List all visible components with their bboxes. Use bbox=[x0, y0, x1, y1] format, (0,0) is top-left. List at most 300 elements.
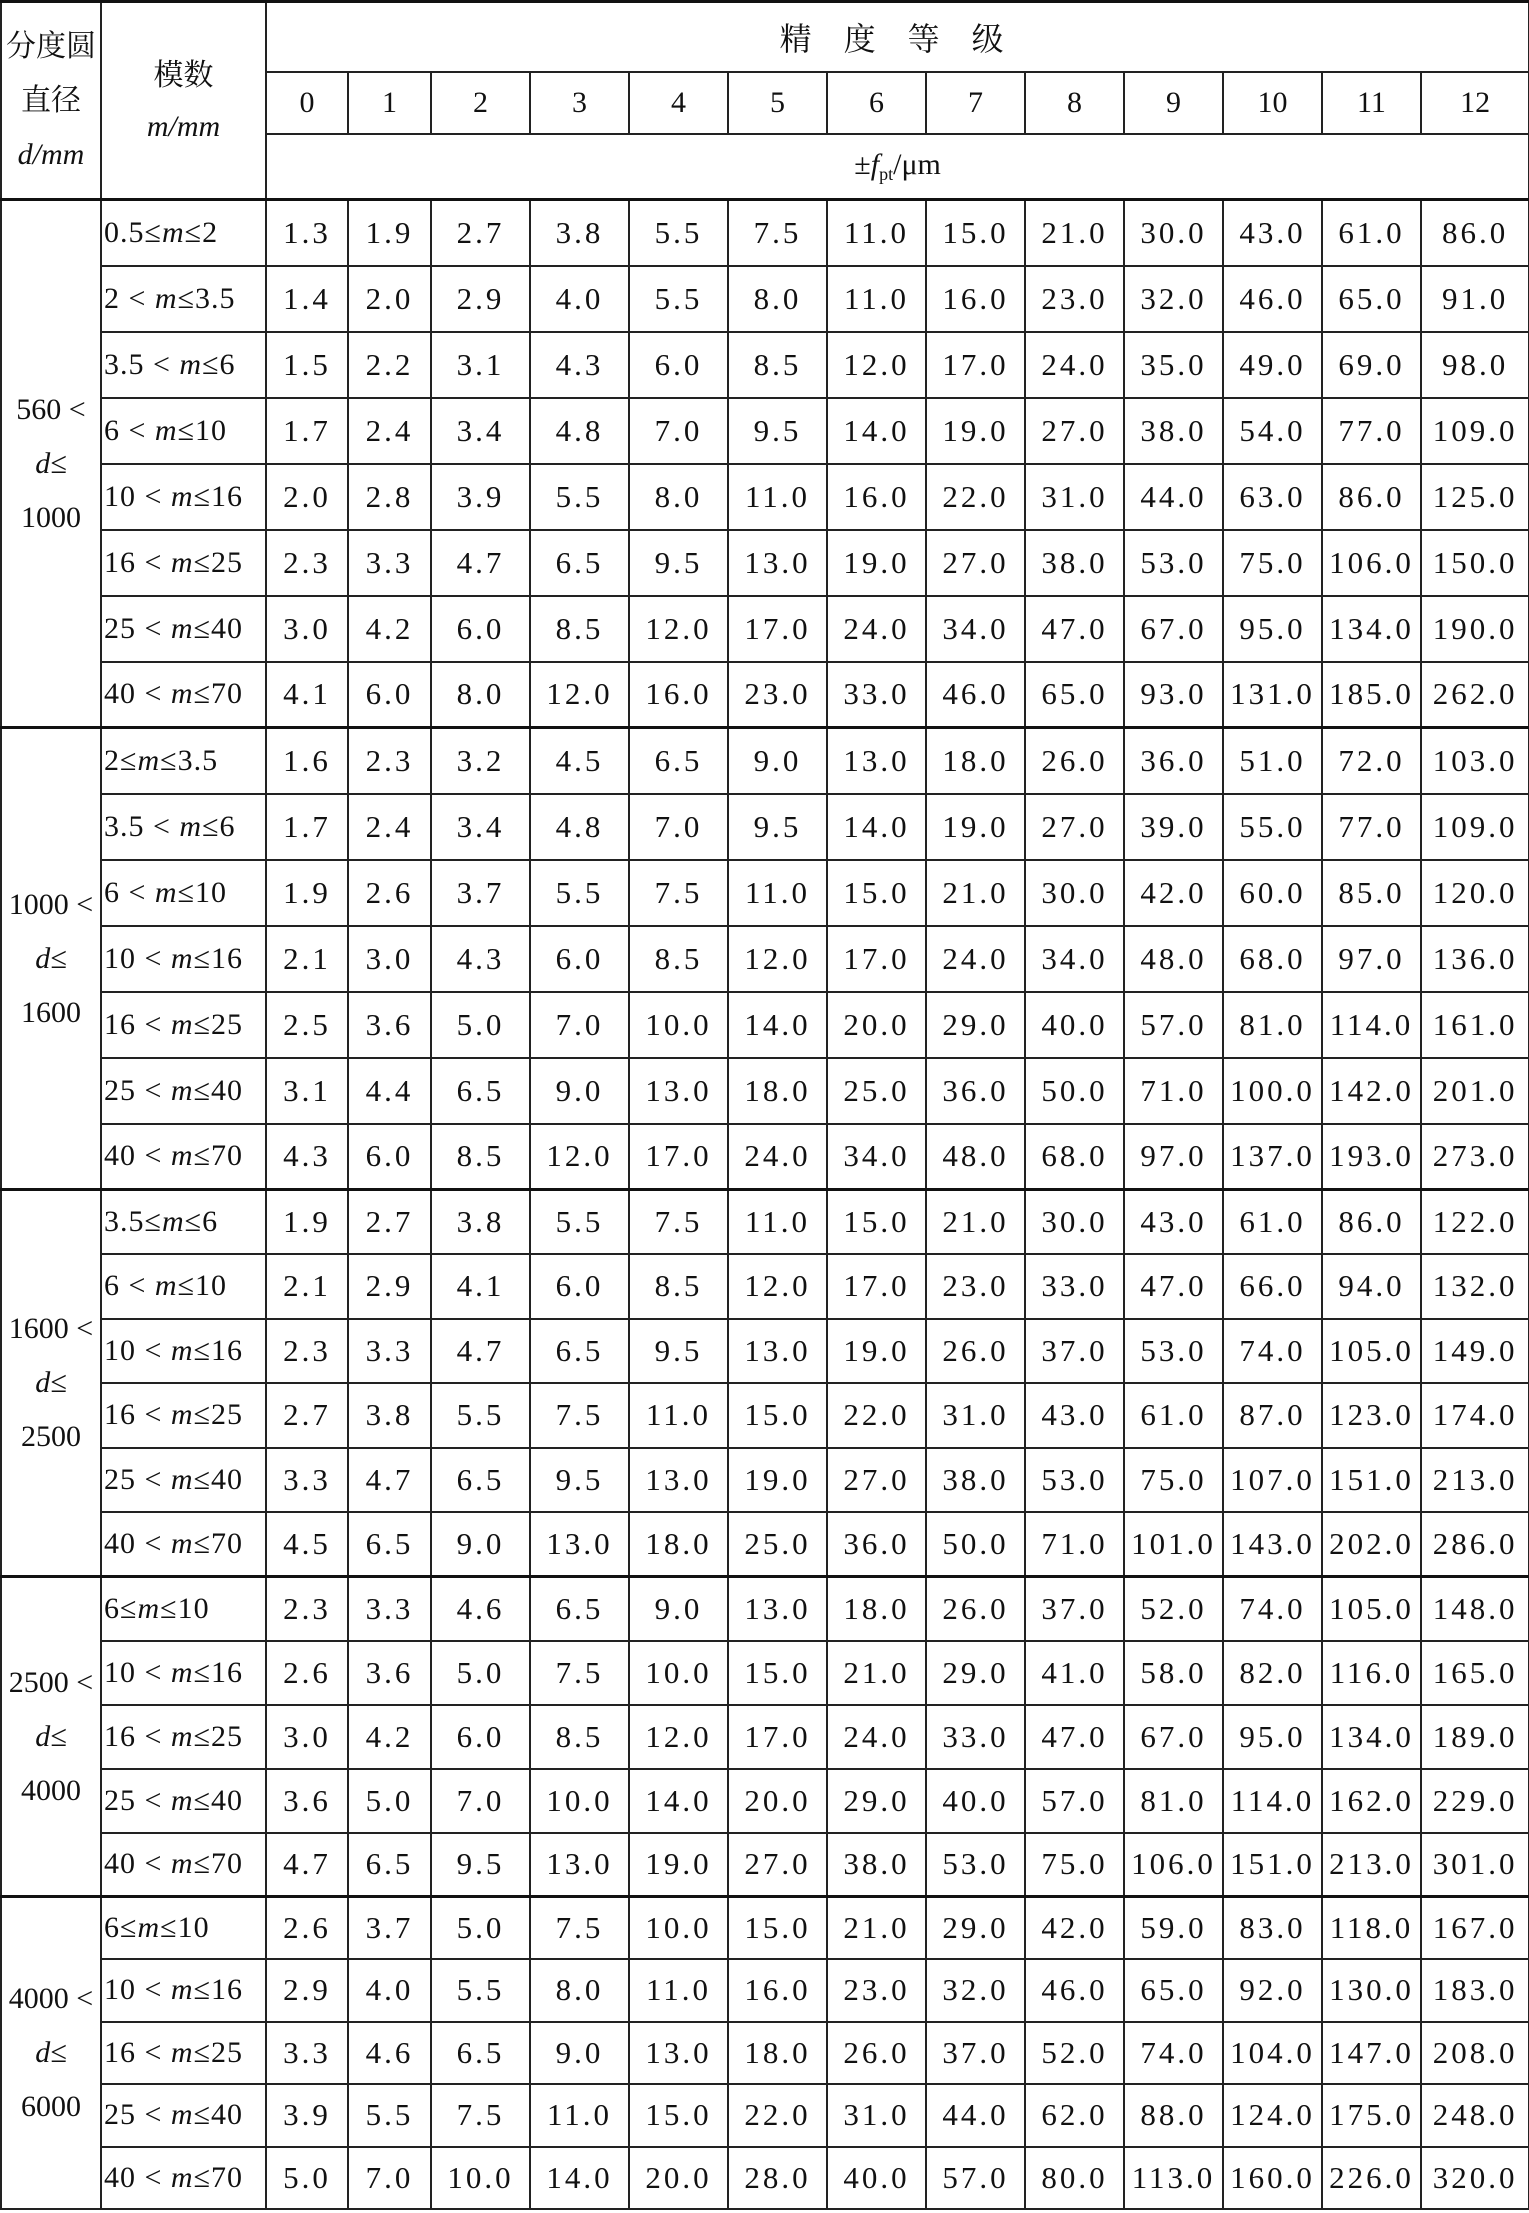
tolerance-value-cell: 132.0 bbox=[1421, 1254, 1529, 1319]
table-row bbox=[1, 1705, 1529, 1769]
tolerance-value-cell: 17.0 bbox=[728, 596, 827, 662]
tolerance-value-cell: 5.5 bbox=[431, 1959, 530, 2022]
tolerance-value-cell: 113.0 bbox=[1124, 2147, 1223, 2210]
tolerance-value-cell: 10.0 bbox=[629, 1641, 728, 1705]
tolerance-value-cell: 21.0 bbox=[926, 1190, 1025, 1255]
tolerance-value-cell: 19.0 bbox=[629, 1833, 728, 1897]
tolerance-value-cell: 4.8 bbox=[530, 398, 629, 464]
tolerance-value-cell: 3.1 bbox=[431, 332, 530, 398]
tolerance-value-cell: 136.0 bbox=[1421, 926, 1529, 992]
tolerance-value-cell: 7.5 bbox=[728, 200, 827, 266]
tolerance-value-cell: 31.0 bbox=[926, 1383, 1025, 1448]
tolerance-value-cell: 17.0 bbox=[728, 1705, 827, 1769]
tolerance-value-cell: 9.5 bbox=[530, 1448, 629, 1513]
tolerance-value-cell: 74.0 bbox=[1223, 1577, 1322, 1641]
tolerance-value-cell: 9.5 bbox=[728, 398, 827, 464]
tolerance-value-cell: 65.0 bbox=[1124, 1959, 1223, 2022]
tolerance-value-cell: 52.0 bbox=[1124, 1577, 1223, 1641]
tolerance-value-cell: 2.4 bbox=[348, 794, 431, 860]
tolerance-value-cell: 13.0 bbox=[629, 1058, 728, 1124]
tolerance-value-cell: 17.0 bbox=[827, 1254, 926, 1319]
tolerance-value-cell: 1.5 bbox=[266, 332, 348, 398]
tolerance-value-cell: 5.0 bbox=[266, 2147, 348, 2210]
module-range-cell: 3.5 < m≤6 bbox=[101, 332, 266, 398]
tolerance-value-cell: 9.5 bbox=[728, 794, 827, 860]
tolerance-value-cell: 6.0 bbox=[530, 1254, 629, 1319]
tolerance-value-cell: 54.0 bbox=[1223, 398, 1322, 464]
diameter-range-cell bbox=[1, 1897, 101, 2210]
module-range-cell: 16 < m≤25 bbox=[101, 1705, 266, 1769]
tolerance-value-cell: 72.0 bbox=[1322, 728, 1421, 794]
module-range-cell: 10 < m≤16 bbox=[101, 1959, 266, 2022]
tolerance-value-cell: 149.0 bbox=[1421, 1319, 1529, 1384]
tolerance-value-cell: 4.5 bbox=[530, 728, 629, 794]
tolerance-value-cell: 53.0 bbox=[1124, 530, 1223, 596]
tolerance-value-cell: 20.0 bbox=[728, 1769, 827, 1833]
tolerance-value-cell: 4.1 bbox=[266, 662, 348, 728]
tolerance-value-cell: 9.5 bbox=[431, 1833, 530, 1897]
tolerance-value-cell: 5.0 bbox=[348, 1769, 431, 1833]
tolerance-value-cell: 167.0 bbox=[1421, 1897, 1529, 1960]
tolerance-value-cell: 114.0 bbox=[1223, 1769, 1322, 1833]
table-row bbox=[1, 464, 1529, 530]
tolerance-value-cell: 6.5 bbox=[530, 1319, 629, 1384]
tolerance-value-cell: 25.0 bbox=[827, 1058, 926, 1124]
tolerance-value-cell: 134.0 bbox=[1322, 596, 1421, 662]
tolerance-value-cell: 43.0 bbox=[1223, 200, 1322, 266]
diameter-range-cell bbox=[1, 1577, 101, 1897]
tolerance-value-cell: 5.5 bbox=[530, 860, 629, 926]
tolerance-value-cell: 114.0 bbox=[1322, 992, 1421, 1058]
tolerance-value-cell: 3.9 bbox=[431, 464, 530, 530]
module-range-cell: 3.5 < m≤6 bbox=[101, 794, 266, 860]
tolerance-value-cell: 116.0 bbox=[1322, 1641, 1421, 1705]
diameter-range-line: 4000 < bbox=[8, 1982, 94, 2015]
tolerance-value-cell: 14.0 bbox=[629, 1769, 728, 1833]
tolerance-value-cell: 69.0 bbox=[1322, 332, 1421, 398]
tolerance-value-cell: 19.0 bbox=[827, 530, 926, 596]
tolerance-value-cell: 18.0 bbox=[827, 1577, 926, 1641]
tolerance-value-cell: 1.9 bbox=[348, 200, 431, 266]
tolerance-value-cell: 185.0 bbox=[1322, 662, 1421, 728]
tolerance-value-cell: 61.0 bbox=[1322, 200, 1421, 266]
tolerance-value-cell: 4.2 bbox=[348, 1705, 431, 1769]
tolerance-value-cell: 42.0 bbox=[1025, 1897, 1124, 1960]
tolerance-value-cell: 81.0 bbox=[1223, 992, 1322, 1058]
table-row bbox=[1, 1897, 1529, 1960]
tolerance-value-cell: 24.0 bbox=[827, 596, 926, 662]
tolerance-value-cell: 77.0 bbox=[1322, 794, 1421, 860]
module-range-cell: 6 < m≤10 bbox=[101, 1254, 266, 1319]
tolerance-value-cell: 26.0 bbox=[1025, 728, 1124, 794]
grade-header-cell: 7 bbox=[926, 72, 1025, 134]
tolerance-value-cell: 2.1 bbox=[266, 926, 348, 992]
tolerance-value-cell: 61.0 bbox=[1124, 1383, 1223, 1448]
tolerance-value-cell: 7.0 bbox=[431, 1769, 530, 1833]
tolerance-value-cell: 6.0 bbox=[431, 596, 530, 662]
tolerance-value-cell: 6.5 bbox=[629, 728, 728, 794]
table-row bbox=[1, 860, 1529, 926]
tolerance-value-cell: 57.0 bbox=[1124, 992, 1223, 1058]
tolerance-value-cell: 1.9 bbox=[266, 860, 348, 926]
tolerance-value-cell: 2.6 bbox=[266, 1641, 348, 1705]
tolerance-value-cell: 13.0 bbox=[629, 2022, 728, 2085]
module-range-cell: 16 < m≤25 bbox=[101, 1383, 266, 1448]
tolerance-value-cell: 18.0 bbox=[926, 728, 1025, 794]
tolerance-value-cell: 27.0 bbox=[926, 530, 1025, 596]
tolerance-value-cell: 8.0 bbox=[530, 1959, 629, 2022]
tolerance-value-cell: 71.0 bbox=[1124, 1058, 1223, 1124]
tolerance-value-cell: 148.0 bbox=[1421, 1577, 1529, 1641]
tolerance-value-cell: 301.0 bbox=[1421, 1833, 1529, 1897]
tolerance-value-cell: 4.4 bbox=[348, 1058, 431, 1124]
tolerance-value-cell: 34.0 bbox=[1025, 926, 1124, 992]
tolerance-value-cell: 48.0 bbox=[926, 1124, 1025, 1190]
table-row bbox=[1, 992, 1529, 1058]
diameter-range-line: 1600 < bbox=[8, 1312, 94, 1345]
tolerance-value-cell: 36.0 bbox=[926, 1058, 1025, 1124]
module-header-line: 模数 bbox=[153, 58, 214, 92]
tolerance-value-cell: 100.0 bbox=[1223, 1058, 1322, 1124]
tolerance-value-cell: 19.0 bbox=[827, 1319, 926, 1384]
module-range-cell: 40 < m≤70 bbox=[101, 662, 266, 728]
tolerance-value-cell: 123.0 bbox=[1322, 1383, 1421, 1448]
table-row bbox=[1, 662, 1529, 728]
diameter-range-line: 560 < bbox=[16, 392, 86, 426]
tolerance-value-cell: 10.0 bbox=[530, 1769, 629, 1833]
tolerance-value-cell: 12.0 bbox=[728, 1254, 827, 1319]
tolerance-value-cell: 3.3 bbox=[266, 1448, 348, 1513]
tolerance-value-cell: 10.0 bbox=[629, 992, 728, 1058]
diameter-range-line: d≤ bbox=[35, 2036, 67, 2069]
tolerance-value-cell: 4.3 bbox=[530, 332, 629, 398]
tolerance-value-cell: 11.0 bbox=[629, 1383, 728, 1448]
tolerance-value-cell: 21.0 bbox=[827, 1641, 926, 1705]
table-row bbox=[1, 1833, 1529, 1897]
tolerance-value-cell: 11.0 bbox=[728, 860, 827, 926]
tolerance-value-cell: 4.6 bbox=[431, 1577, 530, 1641]
tolerance-value-cell: 87.0 bbox=[1223, 1383, 1322, 1448]
tolerance-value-cell: 32.0 bbox=[1124, 266, 1223, 332]
tolerance-value-cell: 5.5 bbox=[530, 1190, 629, 1255]
tolerance-value-cell: 226.0 bbox=[1322, 2147, 1421, 2210]
table-row bbox=[1, 1959, 1529, 2022]
tolerance-value-cell: 3.3 bbox=[348, 1319, 431, 1384]
tolerance-value-cell: 75.0 bbox=[1223, 530, 1322, 596]
tolerance-value-cell: 8.5 bbox=[629, 1254, 728, 1319]
diameter-header bbox=[1, 2, 101, 200]
tolerance-value-cell: 6.0 bbox=[431, 1705, 530, 1769]
tolerance-value-cell: 5.5 bbox=[348, 2084, 431, 2147]
grade-header-cell: 6 bbox=[827, 72, 926, 134]
tolerance-value-cell: 22.0 bbox=[926, 464, 1025, 530]
tolerance-value-cell: 40.0 bbox=[926, 1769, 1025, 1833]
tolerance-value-cell: 32.0 bbox=[926, 1959, 1025, 2022]
tolerance-value-cell: 97.0 bbox=[1124, 1124, 1223, 1190]
tolerance-value-cell: 38.0 bbox=[1124, 398, 1223, 464]
tolerance-value-cell: 88.0 bbox=[1124, 2084, 1223, 2147]
tolerance-value-cell: 4.5 bbox=[266, 1512, 348, 1577]
tolerance-value-cell: 9.0 bbox=[629, 1577, 728, 1641]
tolerance-value-cell: 82.0 bbox=[1223, 1641, 1322, 1705]
tolerance-value-cell: 2.6 bbox=[348, 860, 431, 926]
table-row bbox=[1, 266, 1529, 332]
tolerance-value-cell: 13.0 bbox=[530, 1833, 629, 1897]
tolerance-value-cell: 43.0 bbox=[1124, 1190, 1223, 1255]
tolerance-value-cell: 137.0 bbox=[1223, 1124, 1322, 1190]
tolerance-value-cell: 3.8 bbox=[431, 1190, 530, 1255]
tolerance-value-cell: 55.0 bbox=[1223, 794, 1322, 860]
tolerance-value-cell: 19.0 bbox=[728, 1448, 827, 1513]
module-range-cell: 40 < m≤70 bbox=[101, 2147, 266, 2210]
tolerance-value-cell: 44.0 bbox=[1124, 464, 1223, 530]
tolerance-value-cell: 36.0 bbox=[827, 1512, 926, 1577]
tolerance-value-cell: 208.0 bbox=[1421, 2022, 1529, 2085]
tolerance-value-cell: 24.0 bbox=[827, 1705, 926, 1769]
tolerance-value-cell: 160.0 bbox=[1223, 2147, 1322, 2210]
tolerance-value-cell: 162.0 bbox=[1322, 1769, 1421, 1833]
tolerance-value-cell: 4.7 bbox=[431, 1319, 530, 1384]
tolerance-value-cell: 59.0 bbox=[1124, 1897, 1223, 1960]
grade-header-cell: 9 bbox=[1124, 72, 1223, 134]
tolerance-value-cell: 13.0 bbox=[728, 1319, 827, 1384]
table-row bbox=[1, 1448, 1529, 1513]
tolerance-value-cell: 39.0 bbox=[1124, 794, 1223, 860]
tolerance-value-cell: 47.0 bbox=[1124, 1254, 1223, 1319]
tolerance-value-cell: 2.8 bbox=[348, 464, 431, 530]
tolerance-value-cell: 118.0 bbox=[1322, 1897, 1421, 1960]
tolerance-value-cell: 24.0 bbox=[728, 1124, 827, 1190]
tolerance-value-cell: 61.0 bbox=[1223, 1190, 1322, 1255]
tolerance-value-cell: 94.0 bbox=[1322, 1254, 1421, 1319]
tolerance-value-cell: 5.0 bbox=[431, 1641, 530, 1705]
table-row bbox=[1, 1124, 1529, 1190]
tolerance-value-cell: 7.5 bbox=[629, 860, 728, 926]
tolerance-value-cell: 92.0 bbox=[1223, 1959, 1322, 2022]
diameter-header-line: 分度圆 bbox=[6, 29, 96, 63]
tolerance-value-cell: 16.0 bbox=[926, 266, 1025, 332]
diameter-range-line: 2500 bbox=[21, 1420, 81, 1453]
tolerance-value-cell: 8.5 bbox=[431, 1124, 530, 1190]
tolerance-value-cell: 7.5 bbox=[530, 1641, 629, 1705]
tolerance-value-cell: 26.0 bbox=[827, 2022, 926, 2085]
tolerance-value-cell: 58.0 bbox=[1124, 1641, 1223, 1705]
tolerance-value-cell: 33.0 bbox=[827, 662, 926, 728]
tolerance-value-cell: 19.0 bbox=[926, 398, 1025, 464]
tolerance-value-cell: 31.0 bbox=[1025, 464, 1124, 530]
tolerance-value-cell: 26.0 bbox=[926, 1577, 1025, 1641]
tolerance-value-cell: 2.1 bbox=[266, 1254, 348, 1319]
grade-header-cell: 4 bbox=[629, 72, 728, 134]
tolerance-value-cell: 37.0 bbox=[1025, 1577, 1124, 1641]
tolerance-value-cell: 10.0 bbox=[431, 2147, 530, 2210]
tolerance-value-cell: 65.0 bbox=[1322, 266, 1421, 332]
tolerance-value-cell: 320.0 bbox=[1421, 2147, 1529, 2210]
grade-header-cell: 10 bbox=[1223, 72, 1322, 134]
tolerance-value-cell: 2.0 bbox=[266, 464, 348, 530]
tolerance-value-cell: 21.0 bbox=[827, 1897, 926, 1960]
tolerance-value-cell: 189.0 bbox=[1421, 1705, 1529, 1769]
tolerance-value-cell: 3.9 bbox=[266, 2084, 348, 2147]
tolerance-value-cell: 7.0 bbox=[348, 2147, 431, 2210]
tolerance-value-cell: 27.0 bbox=[1025, 398, 1124, 464]
tolerance-value-cell: 5.5 bbox=[530, 464, 629, 530]
tolerance-value-cell: 6.5 bbox=[431, 1058, 530, 1124]
tolerance-value-cell: 22.0 bbox=[827, 1383, 926, 1448]
diameter-range-line: d≤ bbox=[35, 446, 67, 480]
grade-header-cell: 8 bbox=[1025, 72, 1124, 134]
tolerance-value-cell: 51.0 bbox=[1223, 728, 1322, 794]
tolerance-value-cell: 24.0 bbox=[926, 926, 1025, 992]
tolerance-value-cell: 62.0 bbox=[1025, 2084, 1124, 2147]
tolerance-value-cell: 105.0 bbox=[1322, 1319, 1421, 1384]
tolerance-value-cell: 63.0 bbox=[1223, 464, 1322, 530]
tolerance-value-cell: 3.3 bbox=[348, 530, 431, 596]
tolerance-value-cell: 11.0 bbox=[728, 1190, 827, 1255]
tolerance-value-cell: 23.0 bbox=[926, 1254, 1025, 1319]
diameter-range-line: 1000 < bbox=[8, 887, 94, 921]
tolerance-value-cell: 11.0 bbox=[629, 1959, 728, 2022]
grade-header-cell: 0 bbox=[266, 72, 348, 134]
tolerance-value-cell: 6.0 bbox=[348, 1124, 431, 1190]
tolerance-value-cell: 134.0 bbox=[1322, 1705, 1421, 1769]
tolerance-value-cell: 9.0 bbox=[728, 728, 827, 794]
tolerance-value-cell: 11.0 bbox=[827, 200, 926, 266]
tolerance-value-cell: 183.0 bbox=[1421, 1959, 1529, 2022]
module-range-cell: 25 < m≤40 bbox=[101, 1769, 266, 1833]
tolerance-value-cell: 3.7 bbox=[348, 1897, 431, 1960]
tolerance-value-cell: 7.5 bbox=[530, 1897, 629, 1960]
table-row bbox=[1, 596, 1529, 662]
tolerance-value-cell: 15.0 bbox=[926, 200, 1025, 266]
tolerance-value-cell: 9.0 bbox=[431, 1512, 530, 1577]
tolerance-value-cell: 48.0 bbox=[1124, 926, 1223, 992]
table-row bbox=[1, 2022, 1529, 2085]
tolerance-value-cell: 15.0 bbox=[629, 2084, 728, 2147]
tolerance-value-cell: 3.8 bbox=[530, 200, 629, 266]
module-range-cell: 16 < m≤25 bbox=[101, 530, 266, 596]
tolerance-value-cell: 2.9 bbox=[431, 266, 530, 332]
tolerance-value-cell: 75.0 bbox=[1124, 1448, 1223, 1513]
tolerance-value-cell: 15.0 bbox=[728, 1897, 827, 1960]
tolerance-value-cell: 12.0 bbox=[827, 332, 926, 398]
tolerance-value-cell: 9.0 bbox=[530, 1058, 629, 1124]
tolerance-value-cell: 8.5 bbox=[530, 1705, 629, 1769]
tolerance-value-cell: 53.0 bbox=[1124, 1319, 1223, 1384]
tolerance-value-cell: 1.4 bbox=[266, 266, 348, 332]
tolerance-value-cell: 3.1 bbox=[266, 1058, 348, 1124]
tolerance-value-cell: 46.0 bbox=[1025, 1959, 1124, 2022]
table-row bbox=[1, 1254, 1529, 1319]
tolerance-value-cell: 38.0 bbox=[827, 1833, 926, 1897]
tolerance-value-cell: 11.0 bbox=[530, 2084, 629, 2147]
tolerance-value-cell: 4.8 bbox=[530, 794, 629, 860]
grade-header-cell: 5 bbox=[728, 72, 827, 134]
tolerance-value-cell: 40.0 bbox=[827, 2147, 926, 2210]
diameter-range-line: 1000 bbox=[21, 500, 81, 534]
tolerance-value-cell: 53.0 bbox=[1025, 1448, 1124, 1513]
tolerance-value-cell: 37.0 bbox=[1025, 1319, 1124, 1384]
tolerance-value-cell: 6.5 bbox=[431, 1448, 530, 1513]
grade-header-cell: 12 bbox=[1421, 72, 1529, 134]
module-range-cell: 16 < m≤25 bbox=[101, 2022, 266, 2085]
diameter-header-line: d/mm bbox=[17, 137, 85, 171]
grade-header-cell: 11 bbox=[1322, 72, 1421, 134]
tolerance-value-cell: 20.0 bbox=[629, 2147, 728, 2210]
tolerance-value-cell: 97.0 bbox=[1322, 926, 1421, 992]
tolerance-value-cell: 38.0 bbox=[926, 1448, 1025, 1513]
tolerance-value-cell: 14.0 bbox=[827, 398, 926, 464]
tolerance-value-cell: 12.0 bbox=[728, 926, 827, 992]
tolerance-value-cell: 107.0 bbox=[1223, 1448, 1322, 1513]
tolerance-value-cell: 23.0 bbox=[728, 662, 827, 728]
tolerance-value-cell: 68.0 bbox=[1025, 1124, 1124, 1190]
tolerance-value-cell: 12.0 bbox=[629, 596, 728, 662]
tolerance-value-cell: 9.5 bbox=[629, 530, 728, 596]
tolerance-value-cell: 5.0 bbox=[431, 992, 530, 1058]
tolerance-value-cell: 7.0 bbox=[530, 992, 629, 1058]
tolerance-value-cell: 67.0 bbox=[1124, 1705, 1223, 1769]
tolerance-value-cell: 6.5 bbox=[348, 1833, 431, 1897]
table-row bbox=[1, 1383, 1529, 1448]
tolerance-value-cell: 3.3 bbox=[348, 1577, 431, 1641]
module-range-cell: 25 < m≤40 bbox=[101, 1448, 266, 1513]
table-row bbox=[1, 200, 1529, 266]
table-row bbox=[1, 530, 1529, 596]
module-range-cell: 25 < m≤40 bbox=[101, 596, 266, 662]
tolerance-value-cell: 5.5 bbox=[431, 1383, 530, 1448]
module-range-cell: 25 < m≤40 bbox=[101, 1058, 266, 1124]
tolerance-value-cell: 8.5 bbox=[629, 926, 728, 992]
tolerance-value-cell: 130.0 bbox=[1322, 1959, 1421, 2022]
tolerance-value-cell: 1.3 bbox=[266, 200, 348, 266]
tolerance-value-cell: 3.4 bbox=[431, 794, 530, 860]
tolerance-value-cell: 122.0 bbox=[1421, 1190, 1529, 1255]
tolerance-value-cell: 11.0 bbox=[827, 266, 926, 332]
tolerance-value-cell: 213.0 bbox=[1421, 1448, 1529, 1513]
module-range-cell: 3.5≤m≤6 bbox=[101, 1190, 266, 1255]
table-row bbox=[1, 1641, 1529, 1705]
tolerance-value-cell: 3.0 bbox=[348, 926, 431, 992]
tolerance-value-cell: 151.0 bbox=[1322, 1448, 1421, 1513]
tolerance-value-cell: 109.0 bbox=[1421, 794, 1529, 860]
tolerance-value-cell: 85.0 bbox=[1322, 860, 1421, 926]
tolerance-value-cell: 57.0 bbox=[926, 2147, 1025, 2210]
tolerance-value-cell: 1.7 bbox=[266, 794, 348, 860]
tolerance-value-cell: 6.5 bbox=[530, 530, 629, 596]
table-row bbox=[1, 794, 1529, 860]
tolerance-value-cell: 3.0 bbox=[266, 596, 348, 662]
grade-header-cell: 3 bbox=[530, 72, 629, 134]
table-row bbox=[1, 1512, 1529, 1577]
tolerance-value-cell: 273.0 bbox=[1421, 1124, 1529, 1190]
module-range-cell: 40 < m≤70 bbox=[101, 1833, 266, 1897]
tolerance-value-cell: 4.2 bbox=[348, 596, 431, 662]
tolerance-value-cell: 29.0 bbox=[926, 1641, 1025, 1705]
tolerance-value-cell: 2.2 bbox=[348, 332, 431, 398]
module-range-cell: 40 < m≤70 bbox=[101, 1512, 266, 1577]
tolerance-value-cell: 165.0 bbox=[1421, 1641, 1529, 1705]
tolerance-value-cell: 109.0 bbox=[1421, 398, 1529, 464]
tolerance-value-cell: 104.0 bbox=[1223, 2022, 1322, 2085]
tolerance-value-cell: 31.0 bbox=[827, 2084, 926, 2147]
tolerance-value-cell: 8.0 bbox=[431, 662, 530, 728]
tolerance-value-cell: 2.5 bbox=[266, 992, 348, 1058]
tolerance-value-cell: 46.0 bbox=[1223, 266, 1322, 332]
tolerance-value-cell: 95.0 bbox=[1223, 596, 1322, 662]
tolerance-value-cell: 201.0 bbox=[1421, 1058, 1529, 1124]
tolerance-value-cell: 74.0 bbox=[1223, 1319, 1322, 1384]
